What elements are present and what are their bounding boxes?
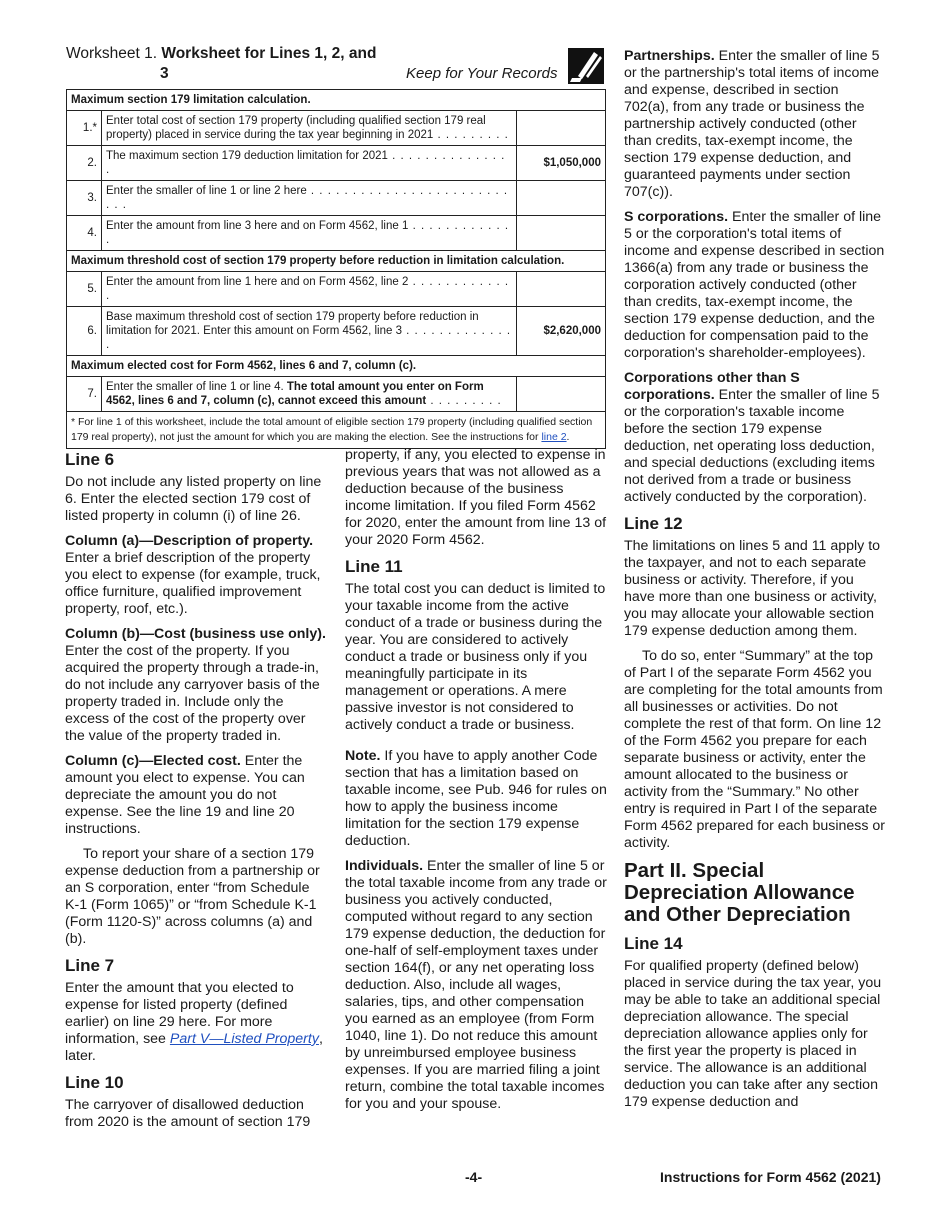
row-text: Enter the smaller of line 1 or line 4. The total amount you enter on Form 4562, lines 6 and 7, column (c), cannot exceed this amount . . . . . . . . . <box>102 377 517 412</box>
paragraph: property, if any, you elected to expense in previous years that was not allowed as a deduction because of the business income limitation. If you filed Form 4562 for 2020, enter the amount from line 13 of your 2020 Form 4562. <box>345 447 607 548</box>
table-row <box>67 181 606 216</box>
row-number: 5. <box>67 272 102 307</box>
worksheet-title: Worksheet 1. Worksheet for Lines 1, 2, and <box>66 45 377 62</box>
column-middle <box>345 447 607 1121</box>
table-row <box>67 146 606 181</box>
row-text: Base maximum threshold cost of section 179 property before reduction in limitation for 2021. Enter this amount on Form 4562, line 3 . . . . . . . . . . . . . . <box>102 307 517 356</box>
heading-line-10: Line 10 <box>65 1073 124 1092</box>
table-row <box>67 111 606 146</box>
heading-line-14: Line 14 <box>624 934 683 953</box>
row-value <box>517 216 606 251</box>
column-left <box>65 450 327 1139</box>
row-number: 3. <box>67 181 102 216</box>
row-text: Enter the smaller of line 1 or line 2 here . . . . . . . . . . . . . . . . . . . . . . . . . . . <box>102 181 517 216</box>
section-row: Maximum section 179 limitation calculation. <box>67 90 606 111</box>
heading-line-11: Line 11 <box>345 557 403 576</box>
part-v-link[interactable]: Part V—Listed Property <box>169 1031 319 1047</box>
paragraph: The limitations on lines 5 and 11 apply to the taxpayer, and not to each separate business or activity. Therefore, if you have more than one business or activity, you may allocate your allowable section 179 expense deduction among them. <box>624 538 881 639</box>
paragraph: Do not include any listed property on line 6. Enter the elected section 179 cost of listed property in column (i) of line 26. <box>65 474 322 524</box>
row-number: 1.* <box>67 111 102 146</box>
column-right <box>624 48 886 1119</box>
row-number: 2. <box>67 146 102 181</box>
row-value <box>517 111 606 146</box>
worksheet-table <box>66 89 606 449</box>
paragraph: S corporations. Enter the smaller of line 5 or the corporation's total items of income and expense described in section 1366(a) from any trade or business the corporation actively conducted (other than credits, tax-exempt income, the section 179 expense deduction, and the deduction for compensation paid to the corporation's shareholder-employees). <box>624 209 885 361</box>
row-text: Enter total cost of section 179 property (including qualified section 179 real property) placed in service during the tax year beginning in 2021 . . . . . . . . . <box>102 111 517 146</box>
section-row: Maximum elected cost for Form 4562, lines 6 and 7, column (c). <box>67 356 606 377</box>
paragraph: The total cost you can deduct is limited to your taxable income from the active conduct of a trade or business during the year. You are considered to actively conduct a trade or business only if you meaningfully participate in its management or operations. A mere passive investor is not considered to actively conduct a trade or business. <box>345 581 606 733</box>
paragraph: To do so, enter “Summary” at the top of Part I of the separate Form 4562 you are completing for the total amounts from all businesses or activities. Do not complete the rest of that form. On line 12 of the Form 4562 you prepare for each separate business or activity, enter the amount allocated to the business or activity from the “Summary.” No other entry is required in Part I of the separate Form 4562 prepared for each business or activity. <box>624 648 886 851</box>
row-number: 6. <box>67 307 102 356</box>
line-2-link[interactable]: line 2 <box>541 431 567 443</box>
row-number: 7. <box>67 377 102 412</box>
page-number: -4- <box>465 1169 483 1185</box>
table-row <box>67 272 606 307</box>
row-value <box>517 272 606 307</box>
worksheet-footnote: * For line 1 of this worksheet, include the total amount of eligible section 179 property (including qualified section 179 real property), not just the amount for which you are making the election. See the instructions for line 2. <box>67 412 606 449</box>
heading-line-12: Line 12 <box>624 514 683 533</box>
table-row <box>67 307 606 356</box>
row-text: The maximum section 179 deduction limitation for 2021 . . . . . . . . . . . . . . . <box>102 146 517 181</box>
paragraph: To report your share of a section 179 expense deduction from a partnership or an S corporation, enter “from Schedule K-1 (Form 1065)” or “from Schedule K-1 (Form 1120-S)” across columns (a) and (b). <box>65 846 320 947</box>
paragraph: The carryover of disallowed deduction from 2020 is the amount of section 179 <box>65 1097 311 1130</box>
worksheet-title-cont: 3 <box>160 65 169 82</box>
paragraph: Individuals. Enter the smaller of line 5 or the total taxable income from any trade or business you actively conducted, computed without regard to any section 179 expense deduction, the deduction for one-half of self-employment taxes under section 164(f), or any net operating loss deduction. Also, include all wages, salaries, tips, and other compensation you earned as an employee (from Form 1040, line 1). Do not reduce this amount by unreimbursed employee business expenses. If you are married filing a joint return, combine the total taxable incomes for you and your spouse. <box>345 858 607 1112</box>
paragraph: Column (a)—Description of property. Enter a brief description of the property you elect to expense (for example, truck, office furniture, qualified improvement property, roof, etc.). <box>65 533 321 617</box>
heading-line-7: Line 7 <box>65 956 115 975</box>
row-text: Enter the amount from line 1 here and on Form 4562, line 2 . . . . . . . . . . . . . <box>102 272 517 307</box>
heading-line-6: Line 6 <box>65 450 115 469</box>
worksheet-header <box>66 44 606 84</box>
paragraph: Corporations other than S corporations. Enter the smaller of line 5 or the corporation's taxable income before the section 179 expense deduction, net operating loss deduction, and special deductions (excluding items not derived from a trade or business actively conducted by the corporation). <box>624 370 880 505</box>
paragraph: Enter the amount that you elected to expense for listed property (defined earlier) on line 29 here. For more information, see Part V—Listed Property, later. <box>65 980 323 1064</box>
row-value: $2,620,000 <box>517 307 606 356</box>
table-row <box>67 377 606 412</box>
section-row: Maximum threshold cost of section 179 property before reduction in limitation calculation. <box>67 251 606 272</box>
row-value: $1,050,000 <box>517 146 606 181</box>
row-value <box>517 377 606 412</box>
row-text: Enter the amount from line 3 here and on Form 4562, line 1 . . . . . . . . . . . . . <box>102 216 517 251</box>
keep-records-note: Keep for Your Records <box>406 65 558 82</box>
paragraph: Partnerships. Enter the smaller of line 5 or the partnership's total items of income and expense, described in section 702(a), from any trade or business the partnership actively conducted (other than credits, tax-exempt income, the section 179 expense deduction, and guaranteed payments under section 707(c)). <box>624 48 880 200</box>
paragraph: Note. If you have to apply another Code section that has a limitation based on taxable income, see Pub. 946 for rules on how to apply the business income limitation for the section 179 expense deduction. <box>345 748 607 849</box>
paragraph: For qualified property (defined below) placed in service during the tax year, you may be able to take an additional special depreciation allowance. The special depreciation allowance applies only for the first year the property is placed in service. The allowance is an additional deduction you can take after any section 179 expense deduction and <box>624 958 882 1110</box>
table-row <box>67 216 606 251</box>
pen-paper-icon <box>568 48 604 84</box>
paragraph: Column (b)—Cost (business use only). Enter the cost of the property. If you acquired the property through a trade-in, do not include any carryover basis of the property traded in. Include only the excess of the cost of the property over the value of the property traded in. <box>65 626 326 744</box>
footnote-row <box>67 412 606 449</box>
row-value <box>517 181 606 216</box>
heading-part-2: Part II. Special Depreciation Allowance and Other Depreciation <box>624 859 855 926</box>
paragraph: Column (c)—Elected cost. Enter the amount you elect to expense. You can depreciate the amount you do not expense. See the line 19 and line 20 instructions. <box>65 753 305 837</box>
row-number: 4. <box>67 216 102 251</box>
footer-title: Instructions for Form 4562 (2021) <box>660 1169 881 1185</box>
